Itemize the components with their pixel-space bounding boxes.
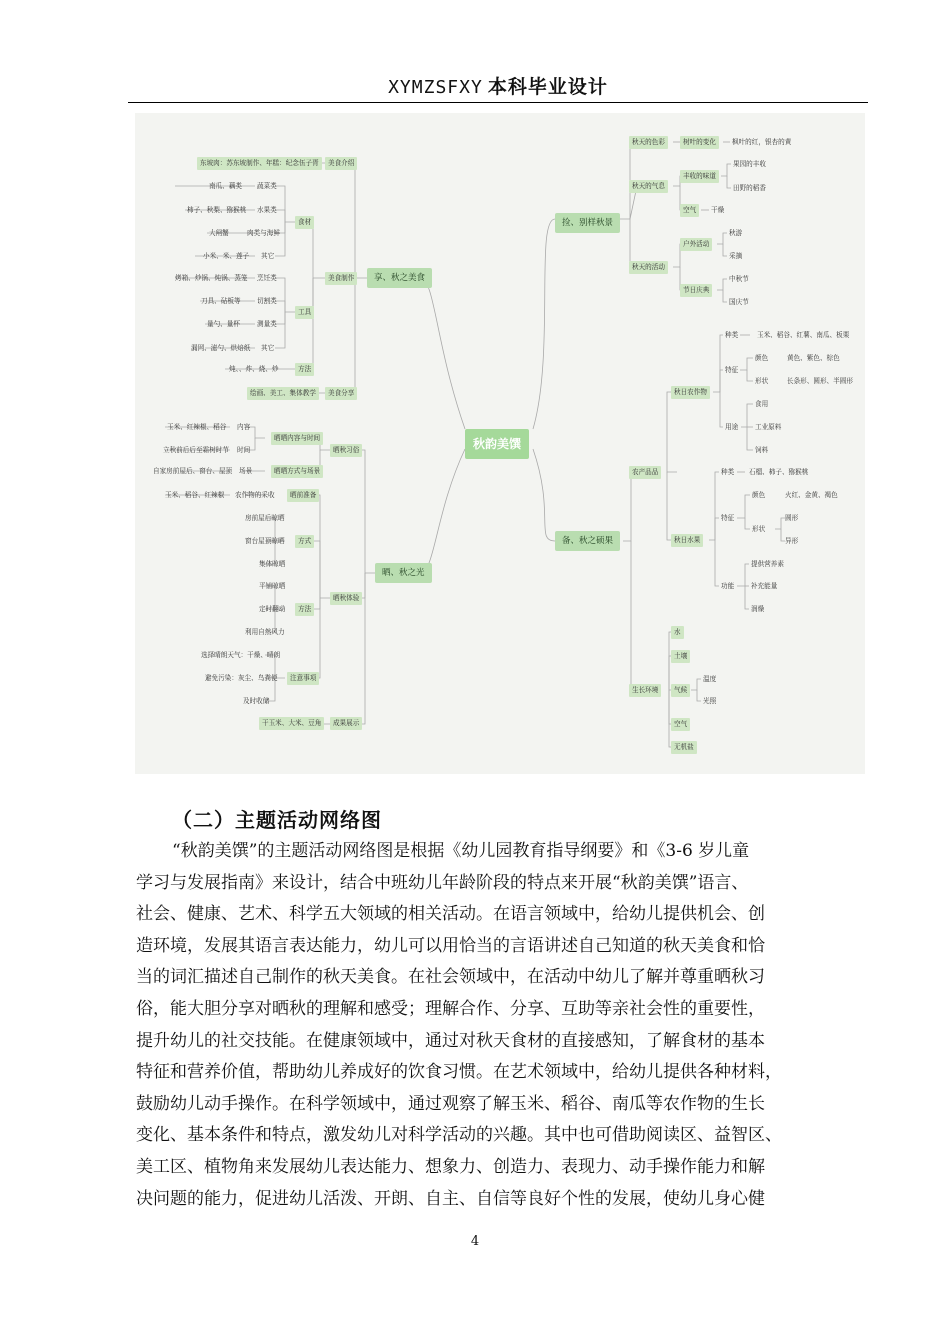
branch-bei: 备、秋之硕果 [555,531,620,551]
branch-jian: 捡、别样秋景 [555,213,620,233]
env-water: 水 [671,626,684,639]
activity-festival: 节日庆典 [680,284,712,297]
paragraph-line: 决问题的能力，促进幼儿活泼、开朗、自主、自信等良好个性的发展，使幼儿身心健 [136,1188,765,1209]
custom-sub-cat: 时间 [237,446,251,454]
page-header [128,72,868,103]
tool-ex: 烤箱、炒锅、炖锅、蒸笼 [175,274,248,282]
outdoor-item: 采摘 [729,252,743,260]
env-climate: 气候 [671,684,690,697]
ing-cat: 其它 [261,252,275,260]
fangshi-item: 房前屋后晾晒 [245,514,285,522]
node-prep: 晒前准备 [287,489,319,502]
node-products: 农产品品 [629,466,661,479]
crops-use: 用途 [725,423,739,431]
paragraph-line: 变化、基本条件和特点，激发幼儿对科学活动的兴趣。其中也可借助阅读区、益智区、 [136,1125,782,1146]
node-color: 秋天的色彩 [629,136,668,149]
crops-kind: 种类 [725,331,739,339]
ing-cat: 肉类与海鲜 [247,229,280,237]
crops-feature: 特征 [725,366,739,374]
node-tools: 工具 [295,306,314,319]
tool-cat: 测量类 [257,320,277,328]
node-fangshi: 方式 [295,535,314,548]
page-number: 4 [470,1234,480,1249]
node-method: 方法 [295,363,314,376]
paragraph-line: 俗，能大胆分享对晒秋的理解和感受；理解合作、分享、互助等亲社会性的重要性， [136,998,765,1019]
custom-sub-cat: 内容 [237,423,251,431]
crops-shape: 形状 [755,377,769,385]
paragraph-line: 特征和营养价值，帮助幼儿养成好的饮食习惯。在艺术领域中，给幼儿提供各种材料， [136,1062,782,1083]
paragraph-line: 造环境，发展其语言表达能力，幼儿可以用恰当的言语讲述自己知道的秋天美食和恰 [136,935,765,956]
node-activity: 秋天的活动 [629,261,668,274]
node-intro-detail: 东坡肉：苏东坡制作、年糕：纪念伍子胥 [197,157,322,170]
harvest-item: 果园的丰收 [733,160,766,168]
color-detail: 枫叶的红，银杏的黄 [732,138,792,146]
node-making: 美食制作 [325,272,357,285]
harvest-item: 田野的稻香 [733,184,766,192]
fruits-color-detail: 火红、金黄、褐色 [785,491,838,499]
header-title: 本科毕业设计 [487,76,608,98]
section-title: （二）主题活动网络图 [172,808,382,832]
fangfa-item: 定时翻动 [259,605,286,613]
node-intro: 美食介绍 [325,157,357,170]
shape-item: 异形 [785,537,799,545]
notes-item: 避免污染：灰尘、鸟粪便 [205,674,278,682]
ing-cat: 蔬菜类 [257,182,277,190]
node-environment: 生长环境 [629,684,661,697]
tool-cat: 烹饪类 [257,274,277,282]
node-share: 美食分享 [325,387,357,400]
function-item: 提供营养素 [751,560,784,568]
node-fruits: 秋日水果 [671,534,703,547]
fruits-shape: 形状 [752,525,766,533]
fruits-color: 颜色 [752,491,766,499]
fruits-feature: 特征 [721,514,735,522]
festival-item: 国庆节 [729,298,749,306]
custom-sub-ex: 玉米、红辣椒、稻谷 [167,423,227,431]
use-item: 饲料 [755,446,769,454]
fangfa-item: 利用自然风力 [245,628,285,636]
fruits-kind-detail: 石榴、柿子、猕猴桃 [749,468,809,476]
festival-item: 中秋节 [729,275,749,283]
crops-kind-detail: 玉米、稻谷、红薯、南瓜、板栗 [757,331,850,339]
breath-harvest: 丰收的味道 [680,170,719,183]
paragraph-line: 学习与发展指南》来设计，结合中班幼儿年龄阶段的特点来开展“秋韵美馔”语言、 [136,872,749,893]
mindmap-center: 秋韵美馔 [465,429,529,459]
node-experience: 晒秋体验 [330,592,362,605]
branch-shai: 晒、秋之光 [375,563,432,583]
ing-ex: 小米、米、莲子 [203,252,250,260]
node-breath: 秋天的气息 [629,180,668,193]
prep-ex: 玉米、稻谷、红辣椒 [165,491,225,499]
fruits-kind: 种类 [721,468,735,476]
node-fangfa: 方法 [295,603,314,616]
breath-air: 空气 [680,204,699,217]
tool-ex: 刀具、砧板等 [201,297,241,305]
node-notes: 注意事项 [287,672,319,685]
fangshi-item: 集体晾晒 [259,560,286,568]
paragraph-line: 鼓励幼儿动手操作。在科学领域中，通过观察了解玉米、稻谷、南瓜等农作物的生长 [136,1093,765,1114]
paragraph-line: 社会、健康、艺术、科学五大领域的相关活动。在语言领域中，给幼儿提供机会、创 [136,904,765,925]
node-result: 成果展示 [330,717,362,730]
tool-cat: 切割类 [257,297,277,305]
climate-item: 光照 [703,697,717,705]
ing-ex: 南瓜、藕类 [209,182,242,190]
node-custom: 晒秋习俗 [330,444,362,457]
crops-shape-detail: 长条形、圆形、半圆形 [787,377,853,385]
notes-item: 及时收储 [243,697,270,705]
color-sub: 树叶的变化 [680,136,719,149]
header-latin: XYMZSFXY [388,77,483,98]
shape-item: 圆形 [785,514,799,522]
outdoor-item: 秋游 [729,229,743,237]
paragraph-line: “秋韵美馔”的主题活动网络图是根据《幼儿园教育指导纲要》和《3-6 岁儿童 [172,841,750,861]
custom-sub-ex: 立秋前后后至霜树时节 [163,446,229,454]
ing-ex: 柿子、秋梨、猕猴桃 [187,206,247,214]
tool-cat: 其它 [261,344,275,352]
custom-item: 晒晒内容与时间 [271,432,323,445]
climate-item: 温度 [703,675,717,683]
env-salt: 无机盐 [671,741,697,754]
paragraph-line: 当的词汇描述自己制作的秋天美食。在社会领域中，在活动中幼儿了解并尊重晒秋习 [136,967,765,988]
node-crops: 秋日农作物 [671,386,710,399]
custom-sub-cat: 场景 [239,467,253,475]
prep-cat: 农作物的采收 [235,491,275,499]
fangshi-item: 窗台屋顶晾晒 [245,537,285,545]
node-ingredients: 食材 [295,216,314,229]
mindmap [135,113,865,774]
fangfa-item: 平铺晾晒 [259,582,286,590]
ing-ex: 大闸蟹 [209,229,229,237]
crops-color: 颜色 [755,354,769,362]
env-soil: 土壤 [671,650,690,663]
notes-item: 选择晴朗天气：干燥、晴朗 [201,651,281,659]
use-item: 食用 [755,400,769,408]
body-paragraph [136,836,871,1215]
fruits-function: 功能 [721,582,735,590]
function-item: 补充能量 [751,582,778,590]
custom-sub-ex: 自家房前屋后、窗台、屋顶 [153,467,233,475]
tool-ex: 量勺、量杯 [207,320,240,328]
tool-ex: 漏网、滤勺、烘焙纸 [191,344,251,352]
function-item: 润燥 [751,605,765,613]
share-detail: 绘画、美工、集体教学 [247,387,319,400]
activity-outdoor: 户外活动 [680,238,712,251]
paragraph-line: 提升幼儿的社交技能。在健康领域中，通过对秋天食材的直接感知，了解食材的基本 [136,1030,765,1051]
paragraph-line: 美工区、植物角来发展幼儿表达能力、想象力、创造力、表现力、动手操作能力和解 [136,1156,765,1177]
env-air: 空气 [671,718,690,731]
air-detail: 干燥 [711,206,725,214]
branch-xiang: 享、秋之美食 [367,268,432,288]
custom-item: 晒晒方式与场景 [271,465,323,478]
use-item: 工业原料 [755,423,782,431]
crops-color-detail: 黄色、紫色、棕色 [787,354,840,362]
result-detail: 干玉米、大米、豆角 [259,717,324,730]
ing-cat: 水果类 [257,206,277,214]
method-detail: 炖、、炸、烧、炒 [229,365,279,373]
